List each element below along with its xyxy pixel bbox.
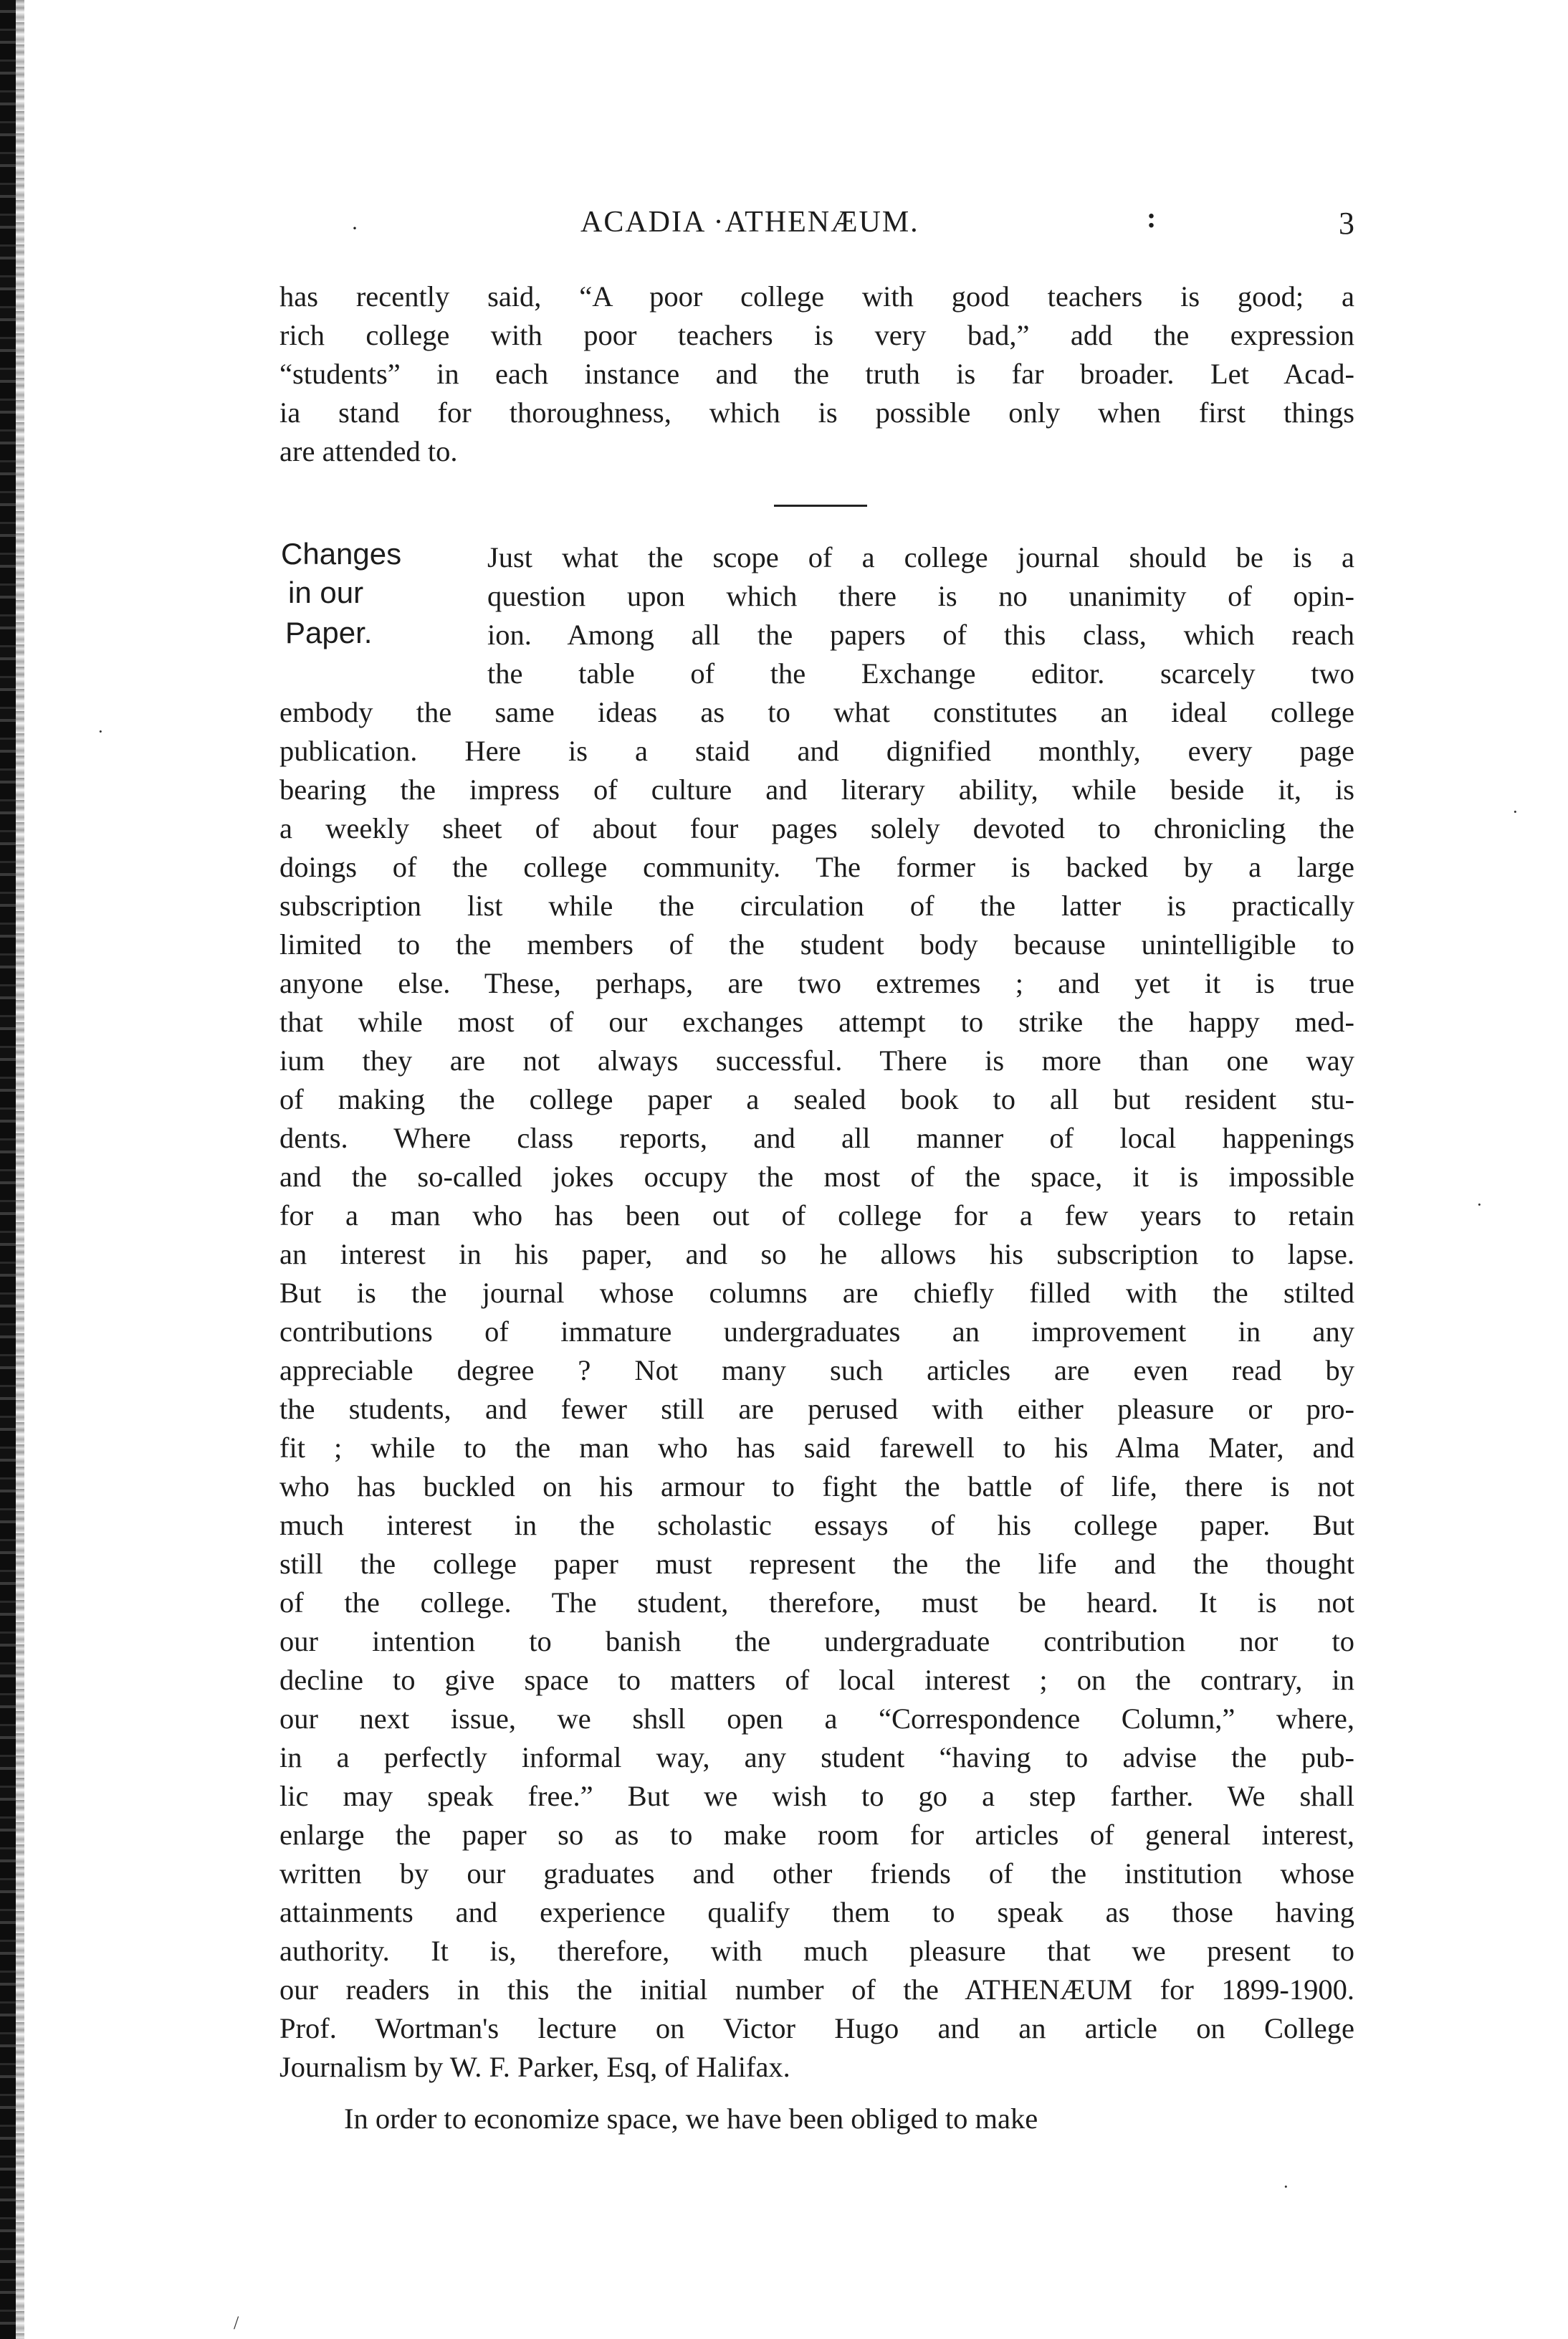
text-line: doings of the college community. The former is backed by a large <box>279 851 1354 883</box>
text-line: the students, and fewer still are perused with either pleasure or pro- <box>279 1393 1354 1425</box>
text-line: attainments and experience qualify them to speak as those having <box>279 1896 1354 1928</box>
text-line: a weekly sheet of about four pages solely devoted to chronicling the <box>279 812 1354 844</box>
text-line: bearing the impress of culture and literary ability, while beside it, is <box>279 773 1354 806</box>
text-line: still the college paper must represent the the life and the thought <box>279 1548 1354 1580</box>
text-line: the table of the Exchange editor. scarcely two <box>487 657 1354 690</box>
text-line: publication. Here is a staid and dignified monthly, every page <box>279 735 1354 767</box>
text-line: for a man who has been out of college for a few years to retain <box>279 1199 1354 1232</box>
text-line: ium they are not always successful. There is more than one way <box>279 1044 1354 1077</box>
text-line: contributions of immature undergraduates an improvement in any <box>279 1315 1354 1348</box>
stray-mark: · <box>1476 1194 1483 1215</box>
text-line: But is the journal whose columns are chiefly filled with the stilted <box>279 1277 1354 1309</box>
text-line: ion. Among all the papers of this class, which reach <box>487 619 1354 651</box>
text-line: lic may speak free.” But we wish to go a step farther. We shall <box>279 1780 1354 1812</box>
text-line: anyone else. These, perhaps, are two extremes ; and yet it is true <box>279 967 1354 999</box>
text-line: fit ; while to the man who has said farewell to his Alma Mater, and <box>279 1431 1354 1464</box>
text-line: Prof. Wortman's lecture on Victor Hugo and an article on College <box>279 2012 1354 2044</box>
text-line: Just what the scope of a college journal should be is a <box>487 541 1354 573</box>
text-line: are attended to. <box>279 435 458 467</box>
text-line: in a perfectly informal way, any student “having to advise the pub- <box>279 1741 1354 1773</box>
text-line: subscription list while the circulation of the latter is practically <box>279 890 1354 922</box>
text-line: decline to give space to matters of local interest ; on the contrary, in <box>279 1664 1354 1696</box>
text-line: rich college with poor teachers is very bad,” add the expression <box>279 319 1354 351</box>
text-line: has recently said, “A poor college with good teachers is good; a <box>279 280 1354 313</box>
sidenote-line-3: Paper. <box>285 616 373 649</box>
journal-title: ACADIA ·ATHENÆUM. <box>580 206 919 239</box>
text-line: that while most of our exchanges attempt to strike the happy med- <box>279 1006 1354 1038</box>
text-line: “students” in each instance and the truth is far broader. Let Acad- <box>279 358 1354 390</box>
text-line: ia stand for thoroughness, which is possible only when first things <box>279 396 1354 429</box>
stray-mark: / <box>234 2312 239 2333</box>
text-line: embody the same ideas as to what constitutes an ideal college <box>279 696 1354 728</box>
sidenote-line-2: in our <box>288 576 364 609</box>
stray-mark: · <box>1512 801 1519 822</box>
text-line: dents. Where class reports, and all manner of local happenings <box>279 1122 1354 1154</box>
header-mark: : <box>1147 201 1157 234</box>
section-divider-rule <box>774 505 867 507</box>
text-line: written by our graduates and other friends of the institution whose <box>279 1857 1354 1890</box>
page-gutter-shadow <box>16 0 24 2339</box>
text-line: and the so-called jokes occupy the most of the space, it is impossible <box>279 1161 1354 1193</box>
text-line: our intention to banish the undergraduate contribution nor to <box>279 1625 1354 1657</box>
page-number: 3 <box>1339 206 1354 241</box>
stray-mark: · <box>97 721 104 742</box>
text-line: our next issue, we shsll open a “Correspondence Column,” where, <box>279 1702 1354 1735</box>
text-line: who has buckled on his armour to fight the battle of life, there is not <box>279 1470 1354 1502</box>
book-spine-edge <box>0 0 16 2339</box>
sidenote-line-1: Changes <box>281 537 402 571</box>
text-line: much interest in the scholastic essays of his college paper. But <box>279 1509 1354 1541</box>
header-dot: · <box>351 216 358 240</box>
text-line: of making the college paper a sealed book to all but resident stu- <box>279 1083 1354 1115</box>
text-line: enlarge the paper so as to make room for articles of general interest, <box>279 1819 1354 1851</box>
text-line: appreciable degree ? Not many such articles are even read by <box>279 1354 1354 1386</box>
text-line: question upon which there is no unanimity of opin- <box>487 580 1354 612</box>
text-line: Journalism by W. F. Parker, Esq, of Halifax. <box>279 2051 790 2083</box>
text-line: In order to economize space, we have been obliged to make <box>344 2102 1038 2135</box>
text-line: authority. It is, therefore, with much pleasure that we present to <box>279 1935 1354 1967</box>
text-line: of the college. The student, therefore, must be heard. It is not <box>279 1586 1354 1619</box>
text-line: an interest in his paper, and so he allows his subscription to lapse. <box>279 1238 1354 1270</box>
text-line: our readers in this the initial number of the ATHENÆUM for 1899-1900. <box>279 1973 1354 2006</box>
text-line: limited to the members of the student body because unintelligible to <box>279 928 1354 961</box>
stray-mark: · <box>1283 2176 1289 2197</box>
running-header <box>279 201 1354 248</box>
